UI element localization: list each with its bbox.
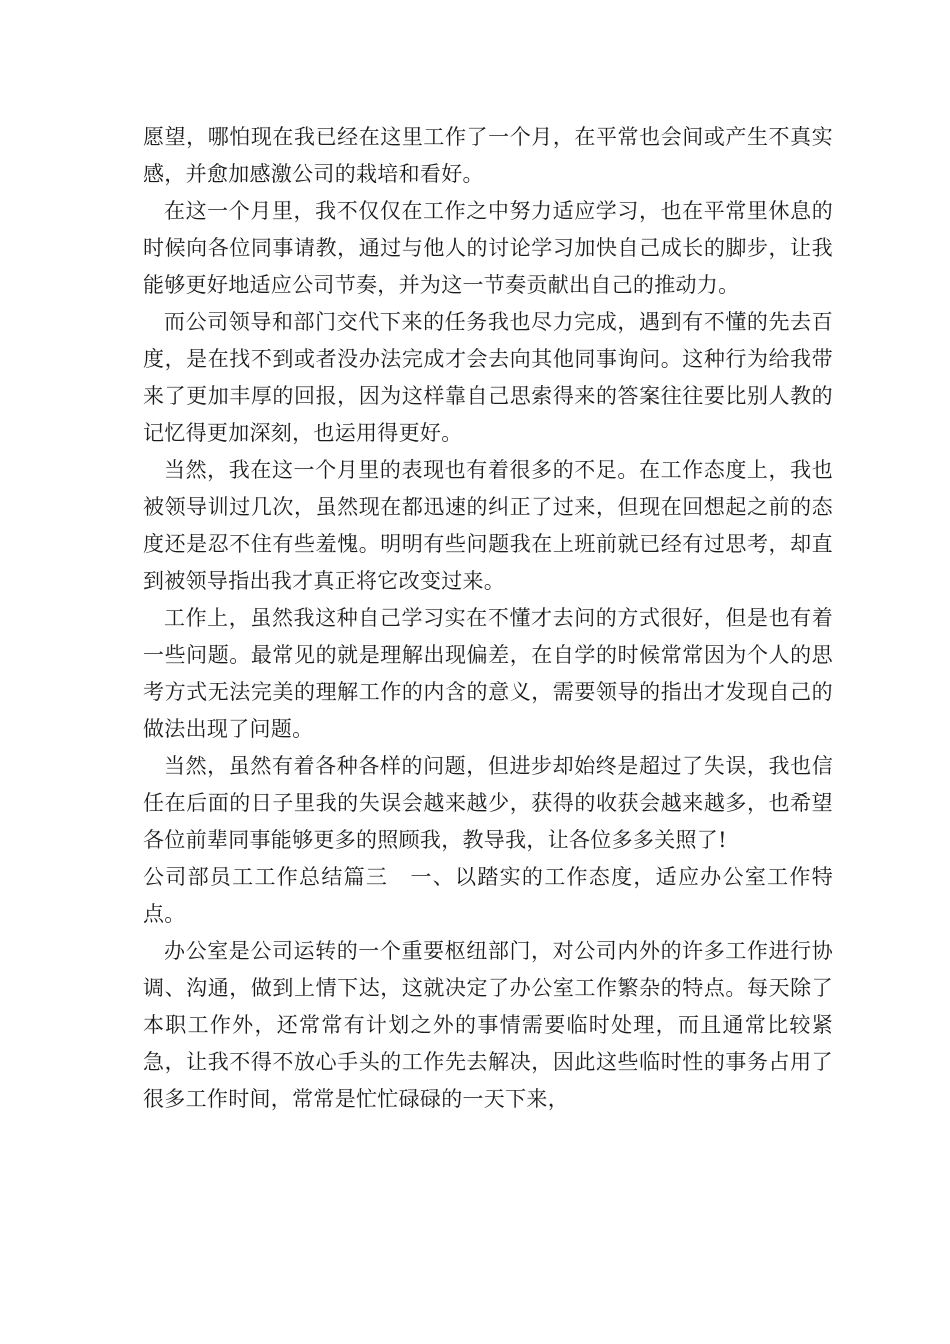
- paragraph-tasks: 而公司领导和部门交代下来的任务我也尽力完成，遇到有不懂的先去百度，是在找不到或者没办法完成才会去向其他同事询问。这种行为给我带来了更加丰厚的回报，因为这样靠自己思索得来的答案往往要比别人教的记忆得更加深刻，也运用得更好。: [143, 310, 833, 445]
- paragraph-learning: 在这一个月里，我不仅仅在工作之中努力适应学习，也在平常里休息的时候向各位同事请教，通过与他人的讨论学习加快自己成长的脚步，让我能够更好地适应公司节奏，并为这一节奏贡献出自己的推动力。: [143, 199, 833, 297]
- paragraph-shortcomings: 当然，我在这一个月里的表现也有着很多的不足。在工作态度上，我也被领导训过几次，虽然现在都迅速的纠正了过来，但现在回想起之前的态度还是忍不住有些羞愧。明明有些问题我在上班前就已经有过思考，却直到被领导指出我才真正将它改变过来。: [143, 458, 833, 593]
- paragraph-continuation: 愿望，哪怕现在我已经在这里工作了一个月，在平常也会间或产生不真实感，并愈加感激公司的栽培和看好。: [143, 125, 833, 186]
- document-page: [143, 119, 833, 1118]
- paragraph-problems: 工作上，虽然我这种自己学习实在不懂才去问的方式很好，但是也有着一些问题。最常见的就是理解出现偏差，在自学的时候常常因为个人的思考方式无法完美的理解工作的内含的意义，需要领导的指出才发现自己的做法出现了问题。: [143, 606, 833, 741]
- section-heading: 公司部员工工作总结篇三 一、以踏实的工作态度，适应办公室工作特点。: [143, 865, 833, 926]
- paragraph-office: 办公室是公司运转的一个重要枢纽部门，对公司内外的许多工作进行协调、沟通，做到上情下达，这就决定了办公室工作繁杂的特点。每天除了本职工作外，还常常有计划之外的事情需要临时处理，而且通常比较紧急，让我不得不放心手头的工作先去解决，因此这些临时性的事务占用了很多工作时间，常常是忙忙碌碌的一天下来，: [143, 939, 833, 1111]
- paragraph-progress: 当然，虽然有着各种各样的问题，但进步却始终是超过了失误，我也信任在后面的日子里我的失误会越来越少，获得的收获会越来越多，也希望各位前辈同事能够更多的照顾我，教导我，让各位多多关照了!: [143, 754, 833, 852]
